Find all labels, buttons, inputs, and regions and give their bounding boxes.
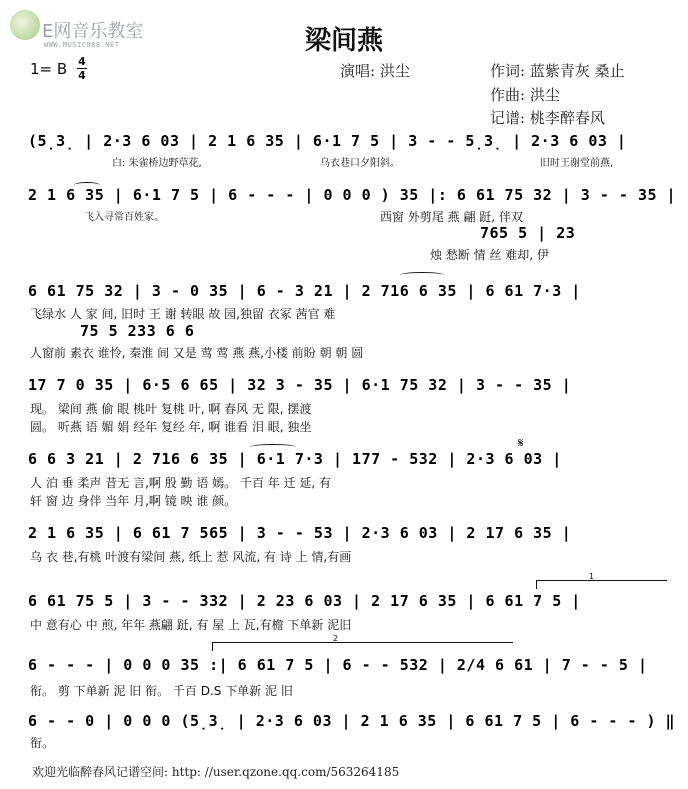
notation-row-5: 6 6 3 21 | 2 716 6 35 | 6·1 7·3 | 177 - 532 | 2·3 6 03 | <box>28 450 562 468</box>
lyric-row-9: 衔。 <box>30 736 55 750</box>
lyric-row-5a: 人 泊 垂 柔声 昔无 言,啊 殷 勤 语 嫣。 千百 年 迁 延, 有 <box>30 476 332 490</box>
footer-link[interactable]: 欢迎光临醉春风记谱空间: http: //user.qzone.qq.com/563264185 <box>32 765 400 779</box>
lyric-row-3b: 人窗前 素衣 谁怜, 秦淮 间 又是 莺 莺 燕 燕,小楼 前盼 朝 朝 圆 <box>30 346 364 360</box>
notation-row-2: 2 1 6 35 | 6·1 7 5 | 6 - - - | 0 0 0 ) 35 |: 6 61 75 32 | 3 - - 35 | <box>28 186 677 204</box>
time-top: 4 <box>78 55 86 68</box>
notation-row-1: (5̣3̣ | 2·3 6 03 | 2 1 6 35 | 6·1 7 5 | 3 - - 5̣3̣ | 2·3 6 03 | <box>28 132 627 150</box>
lyric-row-4a: 现。 梁间 燕 偷 眼 桃叶 复桃 叶, 啊 春风 无 限, 摆渡 <box>30 402 312 416</box>
lyric-row-2c: 烛 愁断 情 丝 难却, 伊 <box>430 248 549 262</box>
lyric-row-4b: 圆。 听燕 语 媚 娟 经年 复经 年, 啊 谁看 泪 眼, 独坐 <box>30 420 312 434</box>
notation-row-3-alt: 75 5 233 6 6 <box>80 322 195 340</box>
volta-number: 2 <box>333 634 339 643</box>
volta-number: 1 <box>589 572 595 581</box>
notation-row-3: 6 61 75 32 | 3 - 0 35 | 6 - 3 21 | 2 716 6 35 | 6 61 7·3 | <box>28 282 581 300</box>
lyric-row-2b: 西窗 外剪尾 燕 翩 跹, 伴双 <box>380 210 523 224</box>
lyric-row-1a: 白: 朱雀桥边野草花, <box>112 158 202 169</box>
notation-row-8: 6 - - - | 0 0 0 35 :| 6 61 7 5 | 6 - - 532 | 2/4 6 61 | 7 - - 5 | <box>28 656 648 674</box>
notation-row-4: 17 7 0 35 | 6·5 6 65 | 32 3 - 35 | 6·1 75 32 | 3 - - 35 | <box>28 376 572 394</box>
song-title: 梁间燕 <box>304 26 383 56</box>
lyric-row-2a: 飞入寻常百姓家。 <box>84 212 164 223</box>
lyric-row-1c: 旧时王谢堂前燕, <box>540 158 614 169</box>
lyric-row-8: 衔。 剪 下单新 泥 旧 衔。 千百 D.S 下单新 泥 旧 <box>30 684 293 698</box>
logo-name: E网音乐教室 <box>42 21 144 42</box>
volta-bracket-2 <box>212 634 513 651</box>
lyric-row-7: 中 意有心 中 煎, 年年 燕翩 跹, 有 屋 上 瓦,有檐 下单新 泥旧 <box>30 618 352 632</box>
singer: 演唱: 洪尘 <box>340 62 410 80</box>
time-signature <box>77 56 87 81</box>
transcriber: 记谱: 桃李醉春风 <box>490 109 605 127</box>
notation-row-2-alt: 765 5 | 23 <box>480 224 576 242</box>
lyric-row-5b: 轩 窗 边 身伴 当年 月,啊 镜 映 谁 颜。 <box>30 494 237 508</box>
notation-row-7: 6 61 75 5 | 3 - - 332 | 2 23 6 03 | 2 17 6 35 | 6 61 7 5 | <box>28 592 581 610</box>
composer: 作曲: 洪尘 <box>490 86 560 104</box>
lyric-row-6: 乌 衣 巷,有桃 叶渡有梁间 燕, 纸上 惹 风流, 有 诗 上 情,有画 <box>30 550 352 564</box>
slur <box>400 272 444 278</box>
time-bottom: 4 <box>78 69 86 82</box>
segno-icon: 𝄋 <box>518 436 524 451</box>
lyricist: 作词: 蓝紫青灰 桑止 <box>490 62 625 80</box>
lyric-row-1b: 乌衣巷口夕阳斜。 <box>320 158 400 169</box>
volta-bracket-1 <box>536 572 667 589</box>
lyric-row-3a: 飞绿水 人 家 间, 旧时 王 谢 转眼 故 园,独留 衣冢 茜官 难 <box>30 307 336 321</box>
key-signature: 1= B <box>30 60 68 78</box>
logo-url: WWW.MUSIC888.NET <box>44 41 120 49</box>
notation-row-6: 2 1 6 35 | 6 61 7 565 | 3 - - 53 | 2·3 6 03 | 2 17 6 35 | <box>28 524 572 542</box>
notation-row-9: 6 - - 0 | 0 0 0 (5̣3̣ | 2·3 6 03 | 2 1 6 35 | 6 61 7 5 | 6 - - - ) ‖ <box>28 712 676 730</box>
